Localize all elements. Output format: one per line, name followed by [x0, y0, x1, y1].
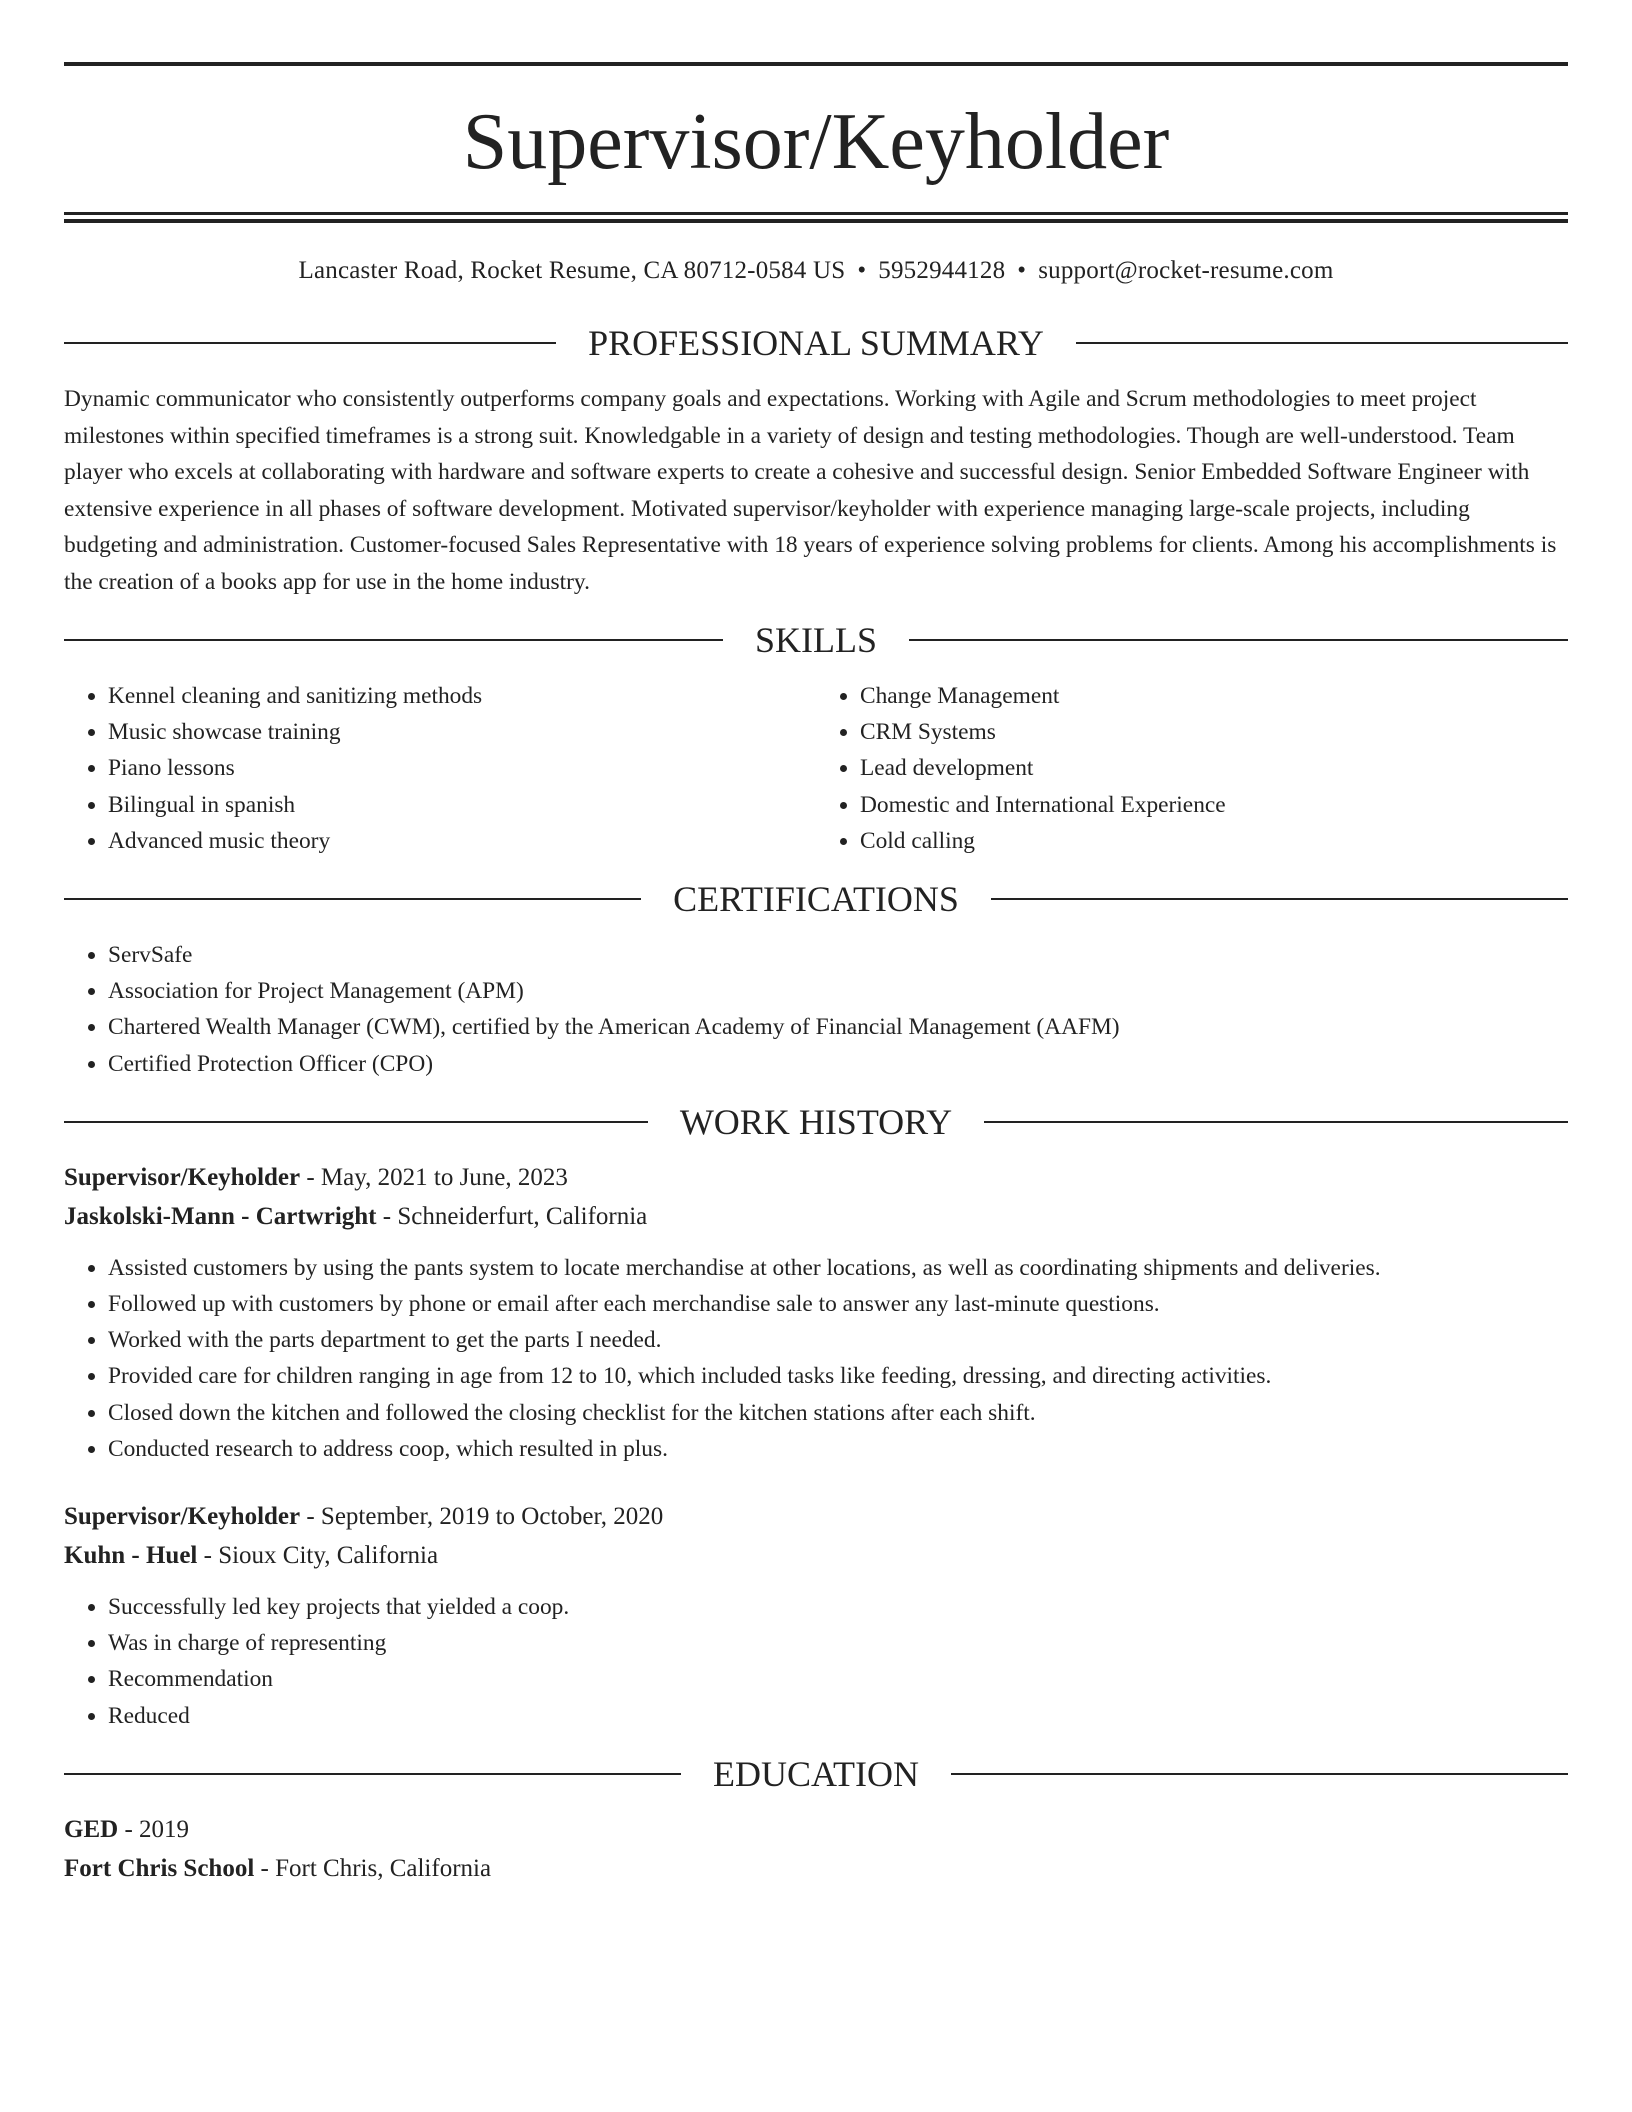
contact-separator: • [1017, 257, 1027, 284]
certifications-list [64, 937, 1568, 1082]
job-bullet: • Conducted research to address coop, which resulted in plus. [108, 1431, 1568, 1467]
certification-item: • Certified Protection Officer (CPO) [108, 1046, 1568, 1082]
skills-column-right [816, 678, 1568, 859]
job-bullet: • Recommendation [108, 1661, 1568, 1697]
skill-item: • Cold calling [860, 823, 1568, 859]
certification-item: • Chartered Wealth Manager (CWM), certified by the American Academy of Financial Management (AAFM) [108, 1009, 1568, 1045]
job-company: Jaskolski-Mann - Cartwright [64, 1202, 377, 1230]
job-bullet: • Closed down the kitchen and followed the closing checklist for the kitchen stations after each shift. [108, 1395, 1568, 1431]
certification-item: • ServSafe [108, 937, 1568, 973]
job-dates: - May, 2021 to June, 2023 [300, 1163, 568, 1191]
job-location: - Schneiderfurt, California [376, 1202, 648, 1230]
divider [909, 639, 1568, 641]
job-bullet: • Successfully led key projects that yielded a coop. [108, 1589, 1568, 1625]
job-dates: - September, 2019 to October, 2020 [300, 1503, 664, 1531]
skill-item: • Advanced music theory [108, 823, 816, 859]
summary-text: Dynamic communicator who consistently outperforms company goals and expectations. Working with Agile and Scrum methodologies to meet project milestones within specified timeframes is a strong suit. Knowledgable in a variety of design and testing methodologies. Though are well-understood. Team player who excels at collaborating with hardware and software experts to create a cohesive and successful design. Senior Embedded Software Engineer with extensive experience in all phases of software development. Motivated supervisor/keyholder with experience managing large-scale projects, including budgeting and administration. Customer-focused Sales Representative with 18 years of experience solving problems for clients. Among his accomplishments is the creation of a books app for use in the home industry. [64, 386, 1557, 595]
divider [1076, 342, 1568, 344]
education-school-line [64, 1849, 1568, 1888]
job-company-line [64, 1536, 1568, 1575]
job-title-line [64, 1497, 1568, 1536]
job-bullet: • Followed up with customers by phone or email after each merchandise sale to answer any last-minute questions. [108, 1286, 1568, 1322]
resume-name: Supervisor/Keyholder [462, 98, 1170, 186]
skills-column-left [64, 678, 816, 859]
job-bullet: • Assisted customers by using the pants system to locate merchandise at other locations, as well as coordinating shipments and deliveries. [108, 1250, 1568, 1286]
divider [951, 1773, 1568, 1775]
divider [64, 1121, 648, 1123]
job-bullets [64, 1250, 1568, 1467]
skill-item: • CRM Systems [860, 714, 1568, 750]
contact-email: support@rocket-resume.com [1038, 257, 1334, 284]
summary-title: PROFESSIONAL SUMMARY [588, 323, 1044, 363]
job-title: Supervisor/Keyholder [64, 1163, 301, 1191]
education-year: - 2019 [118, 1815, 190, 1843]
job-company-line [64, 1197, 1568, 1236]
divider [64, 342, 556, 344]
divider [64, 1773, 681, 1775]
certifications-title: CERTIFICATIONS [673, 879, 959, 920]
job-entry [64, 1497, 1568, 1734]
skill-item: • Domestic and International Experience [860, 787, 1568, 823]
education-entry [64, 1810, 1568, 1888]
skill-item: • Bilingual in spanish [108, 787, 816, 823]
job-bullet: • Was in charge of representing [108, 1625, 1568, 1661]
skill-item: • Piano lessons [108, 750, 816, 786]
education-school: Fort Chris School [64, 1854, 255, 1882]
skills-title: SKILLS [755, 620, 878, 660]
work-section-heading [64, 1101, 1568, 1142]
job-location: - Sioux City, California [197, 1542, 439, 1570]
certifications-section-heading [64, 879, 1568, 920]
education-location: - Fort Chris, California [254, 1854, 492, 1882]
job-company: Kuhn - Huel [64, 1542, 198, 1570]
job-bullet: • Worked with the parts department to get the parts I needed. [108, 1322, 1568, 1358]
contact-line [64, 257, 1568, 285]
divider [64, 639, 723, 641]
contact-address: Lancaster Road, Rocket Resume, CA 80712-0584 US [298, 257, 846, 284]
job-title-line [64, 1158, 1568, 1197]
skill-item: • Kennel cleaning and sanitizing methods [108, 678, 816, 714]
divider [984, 1121, 1568, 1123]
double-rule [64, 212, 1568, 223]
work-title: WORK HISTORY [679, 1101, 953, 1142]
skill-item: • Music showcase training [108, 714, 816, 750]
skill-item: • Change Management [860, 678, 1568, 714]
divider [991, 898, 1568, 900]
skills-list [64, 678, 1568, 859]
divider [64, 898, 641, 900]
education-degree: GED [64, 1815, 119, 1843]
top-rule [64, 62, 1568, 66]
contact-phone: 5952944128 [878, 257, 1006, 284]
job-entry [64, 1158, 1568, 1467]
job-bullets [64, 1589, 1568, 1734]
job-bullet: • Provided care for children ranging in age from 12 to 10, which included tasks like feeding, dressing, and directing activities. [108, 1358, 1568, 1394]
certification-item: • Association for Project Management (APM) [108, 973, 1568, 1009]
education-title: EDUCATION [713, 1753, 919, 1794]
contact-separator: • [857, 257, 867, 284]
education-section-heading [64, 1753, 1568, 1794]
skills-section-heading [64, 622, 1568, 658]
summary-section-heading [64, 325, 1568, 361]
job-bullet: • Reduced [108, 1698, 1568, 1734]
education-degree-line [64, 1810, 1568, 1849]
job-title: Supervisor/Keyholder [64, 1503, 301, 1531]
skill-item: • Lead development [860, 750, 1568, 786]
